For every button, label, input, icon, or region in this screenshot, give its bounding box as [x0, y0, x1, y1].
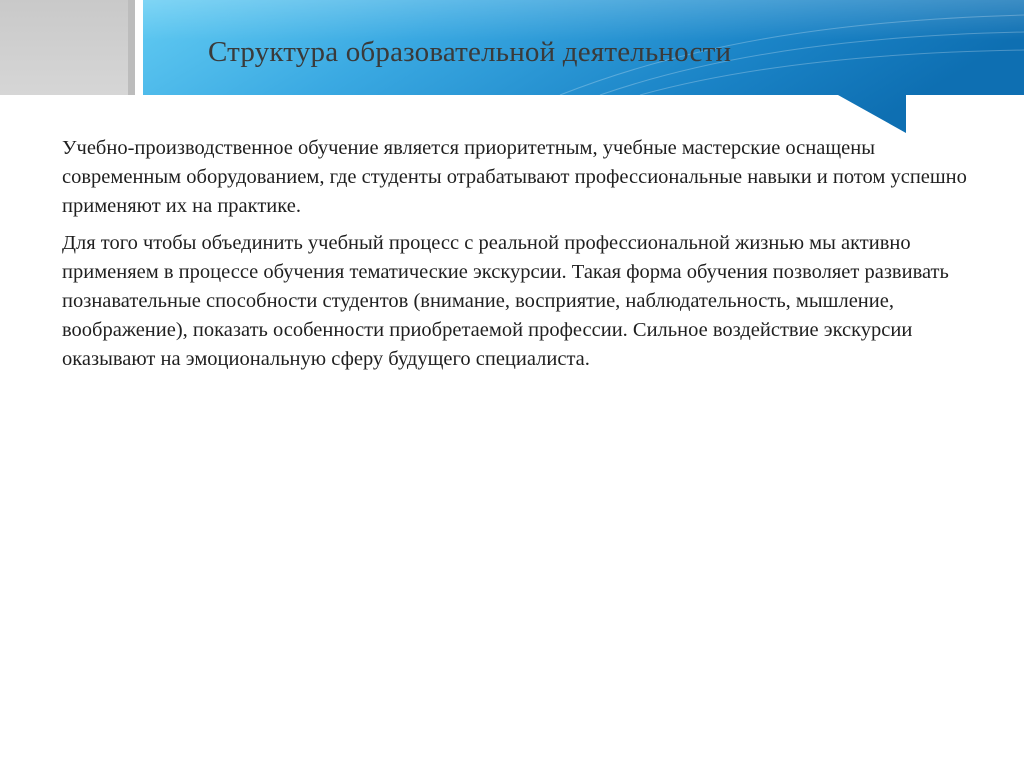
slide-title: Структура образовательной деятельности — [208, 36, 732, 68]
body-paragraph-1: Учебно-производственное обучение является приоритетным, учебные мастерские оснащены современным оборудованием, где студенты отрабатывают профессиональные навыки и потом успешно применяют их на практике. — [62, 137, 967, 217]
body-paragraph-2: Для того чтобы объединить учебный процесс с реальной профессиональной жизнью мы активно применяем в процессе обучения тематические экскурсии. Такая форма обучения позволяет развивать познавательные способности студентов (внимание, восприятие, наблюдательность, мышление, воображение), показать особенности приобретаемой профессии. Сильное воздействие экскурсии оказывают на эмоциональную сферу будущего специалиста. — [62, 232, 949, 370]
slide-body — [62, 134, 977, 382]
